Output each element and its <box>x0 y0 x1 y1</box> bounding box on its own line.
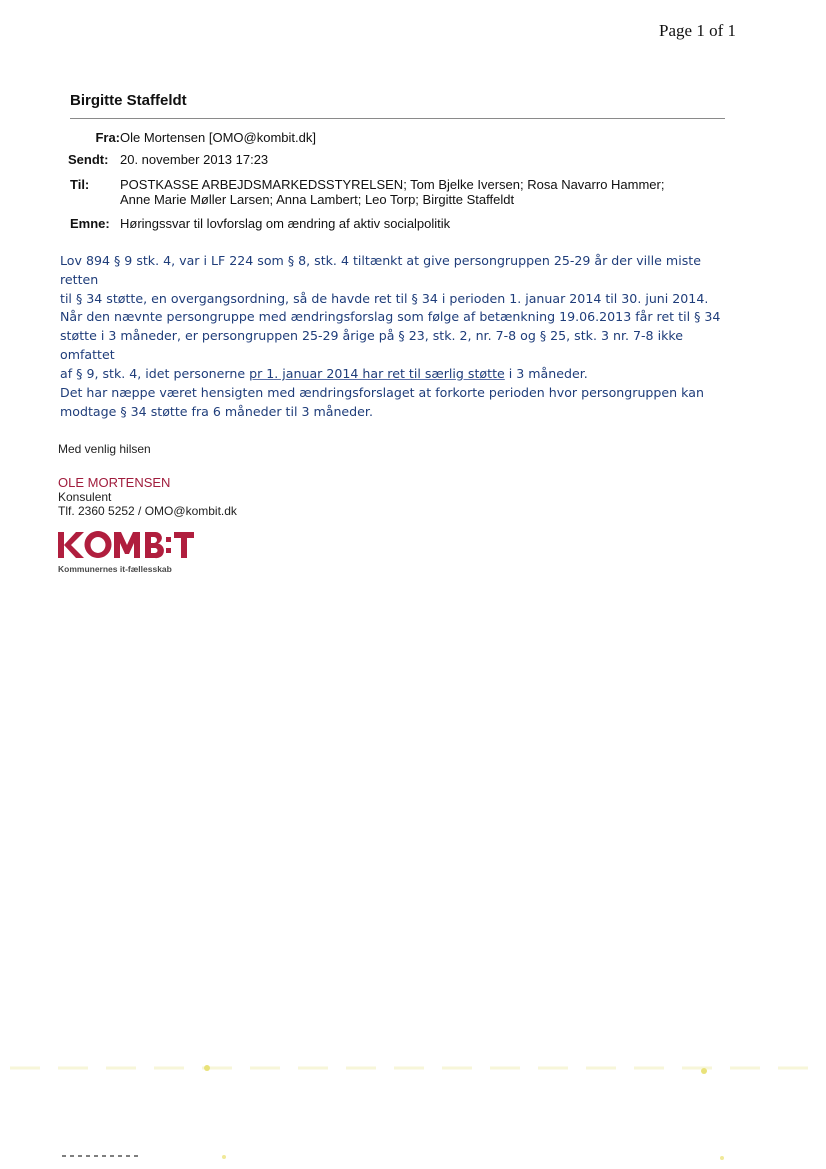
sent-value: 20. november 2013 17:23 <box>120 152 269 167</box>
mailbox-owner-name: Birgitte Staffeldt <box>70 92 187 109</box>
paragraph-1-line-1: Lov 894 § 9 stk. 4, var i LF 224 som § 8, stk. 4 tiltænkt at give persongruppen 25-29 år der ville miste retten <box>60 253 701 287</box>
closing-greeting: Med venlig hilsen <box>58 442 151 456</box>
body-paragraph-3 <box>60 383 740 421</box>
underlined-phrase: pr 1. januar 2014 har ret til særlig støtte <box>249 366 505 381</box>
to-value-line2: Anne Marie Møller Larsen; Anna Lambert; Leo Torp; Birgitte Staffeldt <box>120 192 515 207</box>
logo-tagline: Kommunernes it-fællesskab <box>58 564 172 574</box>
paragraph-2-line-3-end: i 3 måneder. <box>504 366 588 381</box>
from-label: Fra: <box>95 130 120 145</box>
body-paragraph-2 <box>60 307 740 383</box>
paragraph-2-line-1: Når den nævnte persongruppe med ændringsforslag som følge af betænkning 19.06.2013 får ret til § 34 <box>60 309 721 324</box>
to-label: Til: <box>70 177 90 192</box>
from-value: Ole Mortensen [OMO@kombit.dk] <box>120 130 316 145</box>
paragraph-3-line-2: modtage § 34 støtte fra 6 måneder til 3 måneder. <box>60 404 373 419</box>
paragraph-2-line-2: støtte i 3 måneder, er persongruppen 25-29 årige på § 23, stk. 2, nr. 7-8 og § 25, stk. 3 nr. 7-8 ikke omfattet <box>60 328 683 362</box>
paragraph-2-line-3 <box>60 364 740 383</box>
signature-contact: Tlf. 2360 5252 / OMO@kombit.dk <box>58 504 237 518</box>
kombit-logo <box>56 528 196 562</box>
paragraph-1-line-2: til § 34 støtte, en overgangsordning, så de havde ret til § 34 i perioden 1. januar 2014 til 30. juni 2014. <box>60 291 709 306</box>
signature-title: Konsulent <box>58 490 112 504</box>
signature-name: OLE MORTENSEN <box>58 475 171 490</box>
kombit-logo-wordmark <box>56 528 196 562</box>
header-divider <box>70 118 725 119</box>
scan-artifacts <box>0 1040 826 1169</box>
paragraph-3-line-1: Det har næppe været hensigten med ændringsforslaget at forkorte perioden hvor persongruppen kan <box>60 385 704 400</box>
subject-value: Høringssvar til lovforslag om ændring af aktiv socialpolitik <box>120 216 451 231</box>
body-paragraph-1 <box>60 251 740 308</box>
sent-label: Sendt: <box>68 152 109 167</box>
page-number: Page 1 of 1 <box>659 21 736 40</box>
subject-label: Emne: <box>70 216 110 231</box>
to-value-line1: POSTKASSE ARBEJDSMARKEDSSTYRELSEN; Tom Bjelke Iversen; Rosa Navarro Hammer; <box>120 177 665 192</box>
paragraph-2-line-3-start: af § 9, stk. 4, idet personerne <box>60 366 250 381</box>
